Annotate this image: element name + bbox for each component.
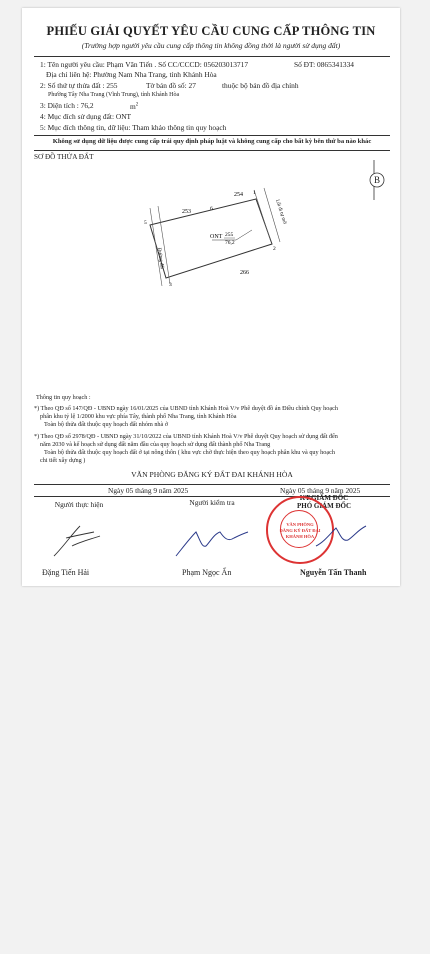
divider [34,56,390,57]
planning-note-2: Toàn bộ thửa đất thuộc quy hoạch đất ở tại nông thôn ( khu vực chờ thực hiện theo quy hoạch phân khu và quy hoạch [44,449,335,456]
ward-line: Phường Tây Nha Trang (Vĩnh Trung), tỉnh Khánh Hòa [48,92,180,98]
neighbor-254: 254 [234,192,243,198]
land-use-line: 4: Mục đích sử dụng đất: ONT [40,112,132,121]
contact-address: Địa chỉ liên hệ: Phường Nam Nha Trang, tỉnh Khánh Hòa [46,70,217,79]
doer-name: Đặng Tiến Hải [42,568,90,577]
director-signature [312,518,372,552]
planning-note-1: Toàn bộ thửa đất thuộc quy hoạch đất nhóm nhà ở [44,421,169,428]
date-left: Ngày 05 tháng 9 năm 2025 [108,486,189,495]
requester-line: 1: Tên người yêu cầu: Phạm Văn Tiến . Số CC/CCCD: 056203013717 [40,60,249,69]
director-title: KT.GIÁM ĐỐC [299,494,349,502]
checker-name: Phạm Ngọc Ấn [182,568,232,577]
office-name: VĂN PHÒNG ĐĂNG KÝ ĐẤT ĐAI KHÁNH HÒA [131,470,293,479]
parcel-area: 76,2 [225,240,235,246]
disclaimer: Không sử dụng dữ liệu được cung cấp trái quy định pháp luật và không cung cấp cho bất kỳ bên thứ ba nào khác [52,138,372,145]
divider [34,135,390,136]
parcel-plan [132,178,332,298]
document-page [22,8,400,586]
road-edge [264,188,280,242]
vertex-6: 6 [210,206,213,212]
stamp-line: KHÁNH HÒA [285,534,315,539]
neighbor-253: 253 [182,209,191,215]
parcel-land-type: ONT [210,234,223,240]
map-set-line: thuộc bộ bản đồ địa chính [222,81,299,90]
road-label-left: Đường đất [156,247,164,270]
planning-note-2: *) Theo QĐ số 2978/QĐ - UBND ngày 31/10/2022 của UBND tỉnh Khánh Hoà V/v Phê duyệt Quy hoạch sử dụng đất đến [34,433,338,440]
divider [34,150,390,151]
parcel-number: 255 [225,232,234,238]
planning-heading: Thông tin quy hoạch : [36,394,91,401]
label-leader [236,230,252,240]
planning-note-1: phân khu tỷ lệ 1/2000 khu vực phía Tây, thành phố Nha Trang, tỉnh Khánh Hòa [40,413,237,420]
parcel-number-line: 2: Số thứ tự thửa đất : 255 [40,81,118,90]
stamp-line: VĂN PHÒNG [286,522,314,527]
north-arrow-icon [366,160,388,200]
vertex-2: 2 [273,246,276,252]
area-unit: $m^2$ [130,102,139,111]
director-subtitle: PHÓ GIÁM ĐỐC [296,502,352,510]
map-sheet-line: Tờ bản đồ số: 27 [146,81,196,90]
director-name: Nguyễn Tấn Thanh [300,568,367,577]
planning-note-2: năm 2030 và kế hoạch sử dụng đất năm đầu của quy hoạch sử dụng đất thành phố Nha Trang [40,441,271,448]
area-line: 3: Diện tích : 76,2 [40,101,94,110]
stamp-line: ĐĂNG KÝ ĐẤT ĐAI [279,528,321,533]
doer-signature [50,516,110,560]
phone-line: Số ĐT: 0865341334 [294,60,354,69]
checker-signature [172,520,252,560]
purpose-line: 5: Mục đích thông tin, dữ liệu: Tham khảo thông tin quy hoạch [40,123,227,132]
road-edge [254,190,271,242]
vertex-1: 1 [253,190,256,196]
form-title: PHIẾU GIẢI QUYẾT YÊU CẦU CUNG CẤP THÔNG TIN [46,24,376,38]
vertex-5: 5 [144,220,147,226]
plan-section-title: SƠ ĐỒ THỬA ĐẤT [34,153,94,161]
vertex-3: 3 [169,282,172,288]
neighbor-266: 266 [240,270,249,276]
planning-note-1: *) Theo QĐ số 147/QĐ - UBND ngày 16/01/2025 của UBND tỉnh Khánh Hoà V/v Phê duyệt đồ án Điều chỉnh Quy hoạch [34,405,338,412]
doer-title: Người thực hiện [54,500,104,509]
road-label-right: Lối đi tự mở [274,199,287,225]
checker-title: Người kiểm tra [189,498,235,507]
form-subtitle: (Trường hợp người yêu cầu cung cấp thông tin không đồng thời là người sử dụng đất) [81,41,341,50]
date-right: Ngày 05 tháng 9 năm 2025 [280,486,361,495]
north-label: B [373,175,381,185]
planning-note-2: chi tiết xây dựng ) [40,457,86,464]
